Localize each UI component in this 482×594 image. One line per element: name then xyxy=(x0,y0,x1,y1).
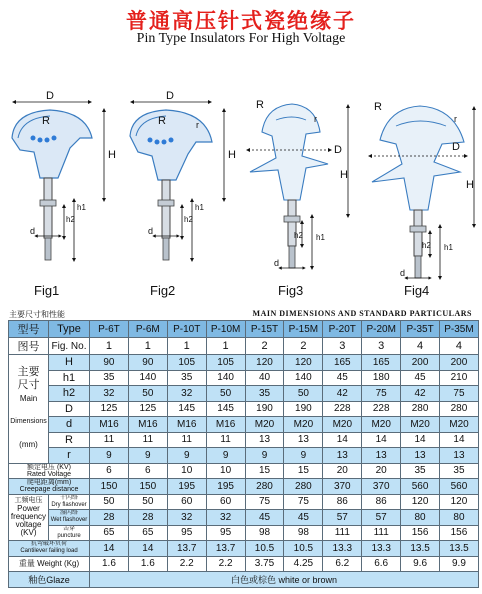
power-en2: frequency xyxy=(10,512,47,522)
value-cell: 120 xyxy=(401,494,440,510)
fig4-dim-h1: h1 xyxy=(444,243,453,252)
fig3-label: Fig3 xyxy=(278,283,304,298)
value-cell: 156 xyxy=(401,525,440,541)
fig2-dim-r: r xyxy=(196,120,199,130)
type-label-cn: 型号 xyxy=(9,321,49,338)
type-cell: P-35T xyxy=(401,321,440,338)
value-cell: 2.2 xyxy=(206,556,245,572)
main-dimensions-label xyxy=(9,355,49,464)
dim-row-D xyxy=(9,401,479,417)
value-cell: 200 xyxy=(401,355,440,371)
value-cell: 13.3 xyxy=(323,541,362,557)
value-cell: 11 xyxy=(128,432,167,448)
value-cell: 35 xyxy=(167,370,206,386)
value-cell: 75 xyxy=(245,494,284,510)
section-label-en: MAIN DIMENSIONS AND STANDARD PARTICULARS xyxy=(252,309,472,318)
value-cell: 560 xyxy=(401,479,440,495)
value-cell: 13 xyxy=(323,448,362,464)
fig3-dim-H: H xyxy=(340,169,348,181)
value-cell: 80 xyxy=(401,510,440,526)
type-cell: P-15M xyxy=(284,321,323,338)
main-dims-en1: Main xyxy=(19,394,38,404)
page-title-cn: 普通高压针式瓷绝缘子 xyxy=(126,9,356,33)
value-cell: 11 xyxy=(90,432,129,448)
dim-row-r xyxy=(9,448,479,464)
value-cell: M16 xyxy=(90,417,129,433)
param-label: h2 xyxy=(49,386,90,402)
value-cell: 45 xyxy=(245,510,284,526)
value-cell: 95 xyxy=(167,525,206,541)
value-cell: M20 xyxy=(323,417,362,433)
param-label: d xyxy=(49,417,90,433)
value-cell: 32 xyxy=(167,510,206,526)
value-cell: 280 xyxy=(284,479,323,495)
value-cell: 1.6 xyxy=(90,556,129,572)
fig1-drawing xyxy=(12,90,116,260)
value-cell: 35 xyxy=(401,463,440,479)
rated-voltage-cn: 额定电压 (KV) xyxy=(27,463,71,471)
value-cell: 45 xyxy=(323,370,362,386)
fig1-dim-R: R xyxy=(42,115,50,127)
value-cell: 11 xyxy=(206,432,245,448)
rated-voltage-en: Rated Voltage xyxy=(27,470,71,478)
value-cell: M16 xyxy=(167,417,206,433)
fig1-dim-h1: h1 xyxy=(77,203,86,212)
value-cell: 280 xyxy=(401,401,440,417)
value-cell: 3.75 xyxy=(245,556,284,572)
fig4-dim-d: d xyxy=(400,268,406,278)
value-cell: 6.2 xyxy=(323,556,362,572)
fig3-drawing xyxy=(248,99,348,268)
value-cell: 280 xyxy=(440,401,479,417)
value-cell: 14 xyxy=(323,432,362,448)
insulator-figures xyxy=(0,60,482,300)
value-cell: 20 xyxy=(323,463,362,479)
value-cell: 140 xyxy=(128,370,167,386)
value-cell: 50 xyxy=(90,494,129,510)
value-cell: 14 xyxy=(128,541,167,557)
fig2-dim-h1: h1 xyxy=(195,203,204,212)
value-cell: 35 xyxy=(245,386,284,402)
value-cell: 1.6 xyxy=(128,556,167,572)
value-cell: 57 xyxy=(323,510,362,526)
section-label-cn: 主要尺寸和性能 xyxy=(9,310,65,319)
wet-flashover-label xyxy=(49,510,90,526)
value-cell: 190 xyxy=(284,401,323,417)
type-cell: P-6T xyxy=(90,321,129,338)
dim-row-h1 xyxy=(9,370,479,386)
cantilever-row xyxy=(9,541,479,557)
value-cell: 98 xyxy=(245,525,284,541)
dim-row-R xyxy=(9,432,479,448)
glaze-value: 白色或棕色 white or brown xyxy=(90,572,479,588)
param-label: r xyxy=(49,448,90,464)
power-frequency-label xyxy=(9,494,49,541)
value-cell: 60 xyxy=(206,494,245,510)
fig4-dim-r: r xyxy=(454,114,457,124)
value-cell: 120 xyxy=(284,355,323,371)
value-cell: 40 xyxy=(245,370,284,386)
value-cell: 9.9 xyxy=(440,556,479,572)
creepage-row xyxy=(9,479,479,495)
value-cell: 32 xyxy=(167,386,206,402)
dry-flashover-cn: 干闪络 xyxy=(59,494,78,501)
param-label: H xyxy=(49,355,90,371)
fig4-dim-D: D xyxy=(452,141,460,153)
fig3-dim-h2: h2 xyxy=(294,231,303,240)
type-cell: P-20T xyxy=(323,321,362,338)
fig-no-cell: 3 xyxy=(323,338,362,355)
value-cell: 14 xyxy=(90,541,129,557)
value-cell: 370 xyxy=(362,479,401,495)
power-cn: 工频电压 xyxy=(14,497,43,505)
fig2-drawing xyxy=(130,90,236,260)
value-cell: 13 xyxy=(401,448,440,464)
fig2-dim-R: R xyxy=(158,115,166,127)
value-cell: 75 xyxy=(362,386,401,402)
value-cell: 13 xyxy=(245,432,284,448)
value-cell: 35 xyxy=(440,463,479,479)
value-cell: 90 xyxy=(90,355,129,371)
value-cell: M20 xyxy=(284,417,323,433)
value-cell: M20 xyxy=(401,417,440,433)
cantilever-cn: 抗弯破坏负荷 xyxy=(30,541,67,548)
fig3-dim-R: R xyxy=(256,99,264,111)
value-cell: 190 xyxy=(245,401,284,417)
value-cell: 28 xyxy=(90,510,129,526)
puncture-label xyxy=(49,525,90,541)
value-cell: 210 xyxy=(440,370,479,386)
wet-flashover-row xyxy=(9,510,479,526)
fig4-drawing xyxy=(370,101,474,278)
fig4-label: Fig4 xyxy=(404,283,430,298)
value-cell: 35 xyxy=(90,370,129,386)
value-cell: 195 xyxy=(167,479,206,495)
value-cell: 111 xyxy=(323,525,362,541)
main-dims-en2: Dimensions xyxy=(10,418,47,426)
value-cell: 95 xyxy=(206,525,245,541)
value-cell: M20 xyxy=(245,417,284,433)
rated-voltage-label xyxy=(9,463,90,479)
fig-no-cell: 1 xyxy=(90,338,129,355)
value-cell: 6 xyxy=(90,463,129,479)
value-cell: 9 xyxy=(206,448,245,464)
glaze-row xyxy=(9,572,479,588)
value-cell: 10 xyxy=(167,463,206,479)
value-cell: 15 xyxy=(245,463,284,479)
dim-row-H xyxy=(9,355,479,371)
fig-no-cell: 2 xyxy=(284,338,323,355)
value-cell: 120 xyxy=(245,355,284,371)
value-cell: 140 xyxy=(206,370,245,386)
value-cell: 28 xyxy=(128,510,167,526)
weight-row xyxy=(9,556,479,572)
wet-flashover-en: Wet flashover xyxy=(50,517,88,524)
param-label: D xyxy=(49,401,90,417)
rated-voltage-row xyxy=(9,463,479,479)
value-cell: 14 xyxy=(401,432,440,448)
fig3-dim-r: r xyxy=(314,114,317,124)
fig2-dim-D: D xyxy=(166,90,174,102)
fig2-dim-H: H xyxy=(228,149,236,161)
value-cell: 32 xyxy=(206,510,245,526)
creepage-cn: 爬电距离(mm) xyxy=(26,479,72,487)
value-cell: M20 xyxy=(362,417,401,433)
fig-no-cell: 4 xyxy=(440,338,479,355)
puncture-cn: 击穿 xyxy=(62,525,75,532)
value-cell: M20 xyxy=(440,417,479,433)
value-cell: 9 xyxy=(284,448,323,464)
value-cell: 14 xyxy=(362,432,401,448)
value-cell: 165 xyxy=(323,355,362,371)
fig-no-cell: 1 xyxy=(206,338,245,355)
value-cell: 45 xyxy=(401,370,440,386)
value-cell: 9 xyxy=(245,448,284,464)
param-label: h1 xyxy=(49,370,90,386)
type-label-en: Type xyxy=(49,321,90,338)
main-dims-cn1: 主要 xyxy=(17,366,40,379)
value-cell: 111 xyxy=(362,525,401,541)
value-cell: 50 xyxy=(128,386,167,402)
value-cell: 15 xyxy=(284,463,323,479)
value-cell: 80 xyxy=(440,510,479,526)
value-cell: M16 xyxy=(128,417,167,433)
value-cell: 105 xyxy=(167,355,206,371)
value-cell: 145 xyxy=(206,401,245,417)
value-cell: 42 xyxy=(323,386,362,402)
fig-no-cell: 1 xyxy=(167,338,206,355)
fig4-dim-h2: h2 xyxy=(422,241,431,250)
value-cell: 145 xyxy=(167,401,206,417)
value-cell: 42 xyxy=(401,386,440,402)
value-cell: 75 xyxy=(440,386,479,402)
value-cell: 10 xyxy=(206,463,245,479)
value-cell: 45 xyxy=(284,510,323,526)
value-cell: 150 xyxy=(90,479,129,495)
value-cell: 13.5 xyxy=(440,541,479,557)
value-cell: 98 xyxy=(284,525,323,541)
value-cell: 9 xyxy=(90,448,129,464)
puncture-en: puncture xyxy=(57,532,81,539)
type-cell: P-10T xyxy=(167,321,206,338)
value-cell: 4.25 xyxy=(284,556,323,572)
fig1-label: Fig1 xyxy=(34,283,60,298)
value-cell: 125 xyxy=(128,401,167,417)
fig3-dim-h1: h1 xyxy=(316,233,325,242)
value-cell: 6 xyxy=(128,463,167,479)
power-en1: Power xyxy=(17,504,40,514)
value-cell: 13 xyxy=(284,432,323,448)
value-cell: M16 xyxy=(206,417,245,433)
value-cell: 14 xyxy=(440,432,479,448)
value-cell: 120 xyxy=(440,494,479,510)
dimensions-table xyxy=(8,320,479,588)
value-cell: 50 xyxy=(206,386,245,402)
value-cell: 165 xyxy=(362,355,401,371)
power-unit: (KV) xyxy=(20,528,37,538)
value-cell: 6.6 xyxy=(362,556,401,572)
value-cell: 9 xyxy=(167,448,206,464)
fig1-dim-D: D xyxy=(46,90,54,102)
dim-row-h2 xyxy=(9,386,479,402)
fig1-dim-h2: h2 xyxy=(66,215,75,224)
type-row xyxy=(9,321,479,338)
value-cell: 20 xyxy=(362,463,401,479)
value-cell: 2.2 xyxy=(167,556,206,572)
value-cell: 13 xyxy=(440,448,479,464)
fig-label-cn: 图号 xyxy=(9,338,49,355)
value-cell: 228 xyxy=(323,401,362,417)
value-cell: 9.6 xyxy=(401,556,440,572)
value-cell: 60 xyxy=(167,494,206,510)
main-dims-cn2: 尺寸 xyxy=(17,379,40,392)
fig1-dim-d: d xyxy=(30,226,36,236)
type-cell: P-10M xyxy=(206,321,245,338)
value-cell: 195 xyxy=(206,479,245,495)
fig-no-cell: 1 xyxy=(128,338,167,355)
value-cell: 140 xyxy=(284,370,323,386)
power-en3: voltage xyxy=(15,520,42,530)
value-cell: 86 xyxy=(362,494,401,510)
type-cell: P-15T xyxy=(245,321,284,338)
value-cell: 10.5 xyxy=(284,541,323,557)
type-cell: P-35M xyxy=(440,321,479,338)
type-cell: P-6M xyxy=(128,321,167,338)
fig1-dim-H: H xyxy=(108,149,116,161)
glaze-label: 釉色Glaze xyxy=(9,572,90,588)
value-cell: 13.7 xyxy=(167,541,206,557)
value-cell: 75 xyxy=(284,494,323,510)
value-cell: 50 xyxy=(128,494,167,510)
fig2-label: Fig2 xyxy=(150,283,176,298)
fig-label-en: Fig. No. xyxy=(49,338,90,355)
value-cell: 13.5 xyxy=(401,541,440,557)
dim-row-d xyxy=(9,417,479,433)
fig-no-cell: 3 xyxy=(362,338,401,355)
value-cell: 11 xyxy=(167,432,206,448)
puncture-row xyxy=(9,525,479,541)
fig-no-row xyxy=(9,338,479,355)
param-label: R xyxy=(49,432,90,448)
fig4-dim-H: H xyxy=(466,179,474,191)
fig-no-cell: 2 xyxy=(245,338,284,355)
dry-flashover-row xyxy=(9,494,479,510)
value-cell: 86 xyxy=(323,494,362,510)
value-cell: 90 xyxy=(128,355,167,371)
value-cell: 280 xyxy=(245,479,284,495)
value-cell: 13.7 xyxy=(206,541,245,557)
value-cell: 228 xyxy=(362,401,401,417)
creepage-en: Creepage distance xyxy=(19,486,79,494)
fig4-dim-R: R xyxy=(374,101,382,113)
main-dims-unit: (mm) xyxy=(19,440,38,450)
wet-flashover-cn: 湿闪络 xyxy=(59,510,78,517)
value-cell: 50 xyxy=(284,386,323,402)
type-cell: P-20M xyxy=(362,321,401,338)
weight-label: 重量 Weight (Kg) xyxy=(9,556,90,572)
page-title-en: Pin Type Insulators For High Voltage xyxy=(136,31,346,46)
value-cell: 32 xyxy=(90,386,129,402)
value-cell: 57 xyxy=(362,510,401,526)
value-cell: 200 xyxy=(440,355,479,371)
value-cell: 105 xyxy=(206,355,245,371)
value-cell: 10.5 xyxy=(245,541,284,557)
dry-flashover-en: Dry flashover xyxy=(51,501,87,508)
value-cell: 150 xyxy=(128,479,167,495)
fig3-dim-d: d xyxy=(274,258,280,268)
value-cell: 560 xyxy=(440,479,479,495)
value-cell: 370 xyxy=(323,479,362,495)
fig2-dim-h2: h2 xyxy=(184,215,193,224)
value-cell: 125 xyxy=(90,401,129,417)
dry-flashover-label xyxy=(49,494,90,510)
fig2-dim-d: d xyxy=(148,226,154,236)
cantilever-label xyxy=(9,541,90,557)
value-cell: 13.3 xyxy=(362,541,401,557)
fig3-dim-D: D xyxy=(334,144,342,156)
creepage-label xyxy=(9,479,90,495)
value-cell: 180 xyxy=(362,370,401,386)
value-cell: 156 xyxy=(440,525,479,541)
fig-no-cell: 4 xyxy=(401,338,440,355)
cantilever-en: Cantilever failing load xyxy=(20,548,78,555)
value-cell: 9 xyxy=(128,448,167,464)
value-cell: 65 xyxy=(90,525,129,541)
value-cell: 65 xyxy=(128,525,167,541)
value-cell: 13 xyxy=(362,448,401,464)
